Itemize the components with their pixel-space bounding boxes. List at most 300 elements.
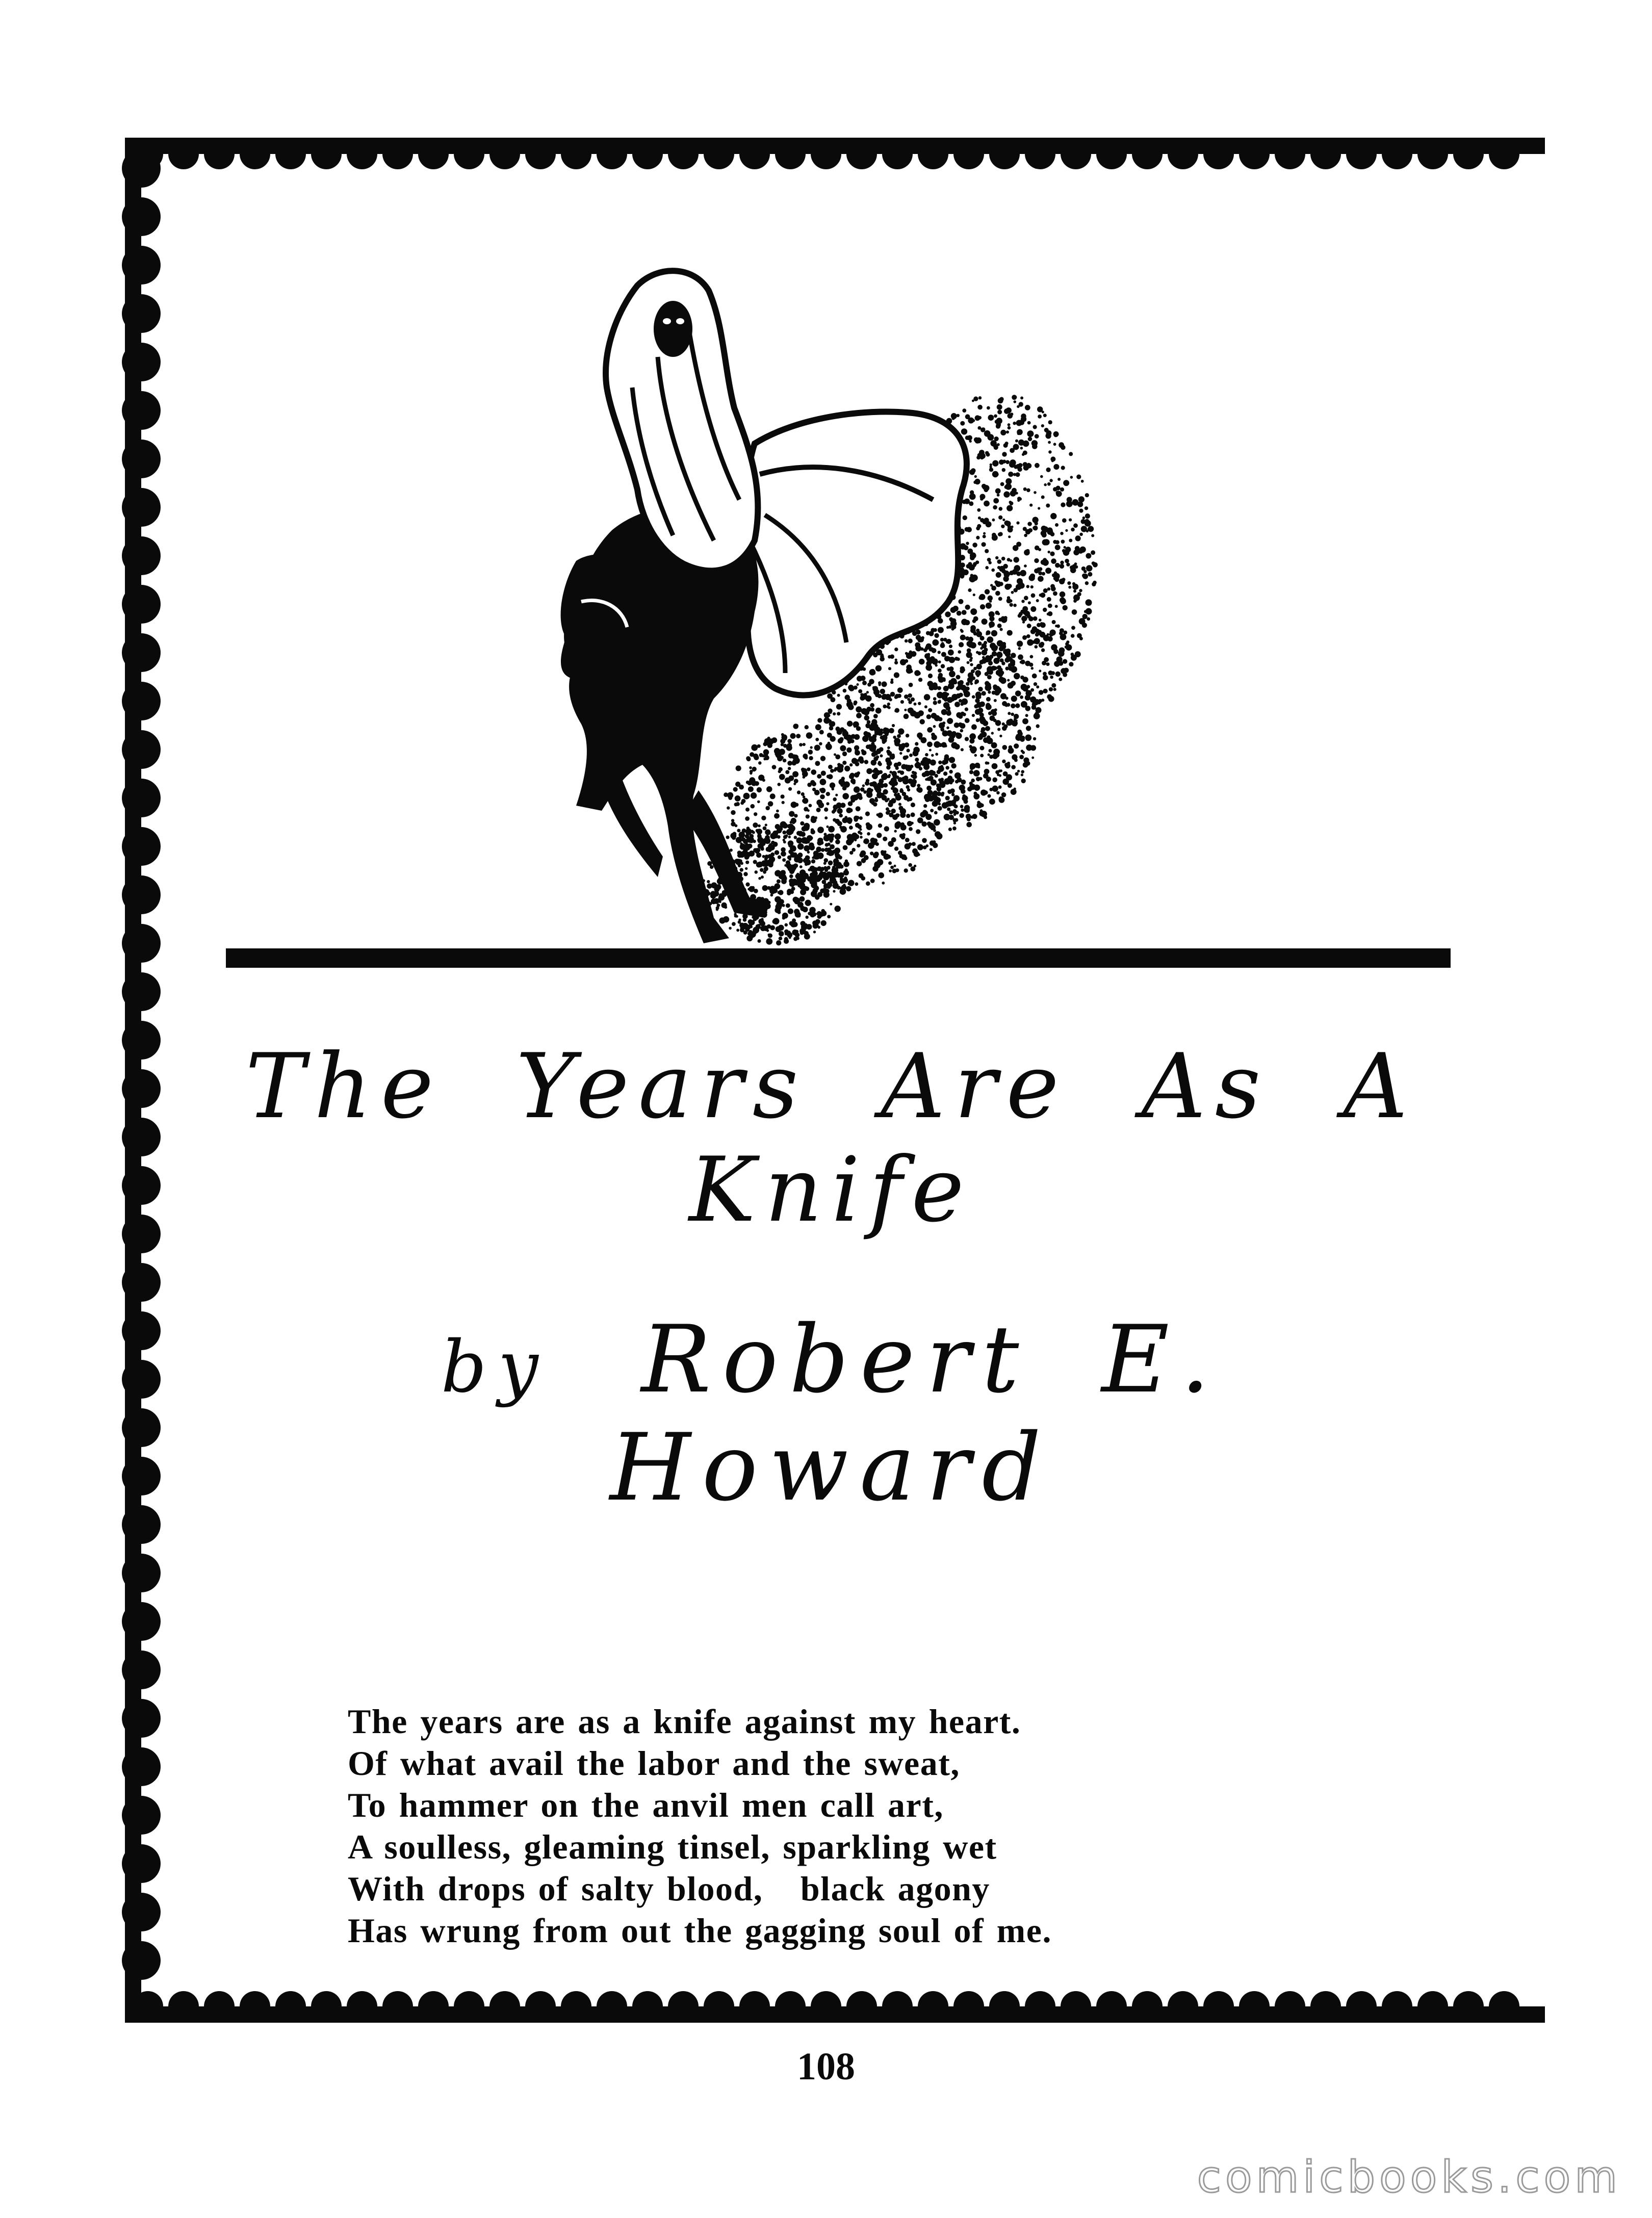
stipple-dot bbox=[743, 793, 750, 799]
stipple-dot bbox=[1027, 624, 1031, 628]
stipple-dot bbox=[731, 819, 734, 822]
stipple-dot bbox=[1051, 683, 1056, 688]
stipple-dot bbox=[1011, 683, 1014, 686]
stipple-dot bbox=[1043, 539, 1049, 545]
stipple-dot bbox=[873, 838, 877, 843]
stipple-dot bbox=[1060, 591, 1066, 598]
stipple-dot bbox=[840, 803, 845, 808]
stipple-dot bbox=[898, 803, 901, 806]
stipple-dot bbox=[960, 805, 964, 808]
stipple-dot bbox=[737, 829, 740, 832]
stipple-dot bbox=[983, 644, 985, 647]
stipple-dot bbox=[961, 780, 966, 785]
stipple-dot bbox=[1014, 557, 1019, 562]
stipple-dot bbox=[1003, 492, 1010, 498]
stipple-dot bbox=[758, 877, 761, 880]
stipple-dot bbox=[888, 655, 891, 659]
stipple-dot bbox=[878, 681, 881, 684]
stipple-dot bbox=[1024, 616, 1027, 620]
stipple-dot bbox=[727, 806, 730, 809]
stipple-dot bbox=[959, 599, 964, 604]
stipple-dot bbox=[794, 779, 798, 783]
stipple-dot bbox=[1024, 564, 1027, 568]
stipple-dot bbox=[906, 667, 913, 674]
stipple-dot bbox=[780, 739, 785, 744]
stipple-dot bbox=[938, 627, 944, 633]
stipple-dot bbox=[805, 725, 809, 729]
stipple-dot bbox=[980, 604, 985, 609]
stipple-dot bbox=[998, 597, 1002, 601]
stipple-dot bbox=[1040, 592, 1045, 598]
stipple-dot bbox=[1091, 534, 1094, 537]
stipple-dot bbox=[1048, 611, 1053, 616]
stipple-dot bbox=[979, 777, 983, 781]
stipple-dot bbox=[1026, 634, 1030, 638]
stipple-dot bbox=[918, 702, 921, 705]
scallop bbox=[122, 1796, 161, 1835]
stipple-dot bbox=[826, 802, 829, 805]
stipple-dot bbox=[810, 780, 815, 785]
stipple-dot bbox=[933, 795, 938, 801]
stipple-dot bbox=[1010, 603, 1013, 607]
stipple-dot bbox=[828, 774, 833, 779]
stipple-dot bbox=[1072, 609, 1077, 615]
stipple-dot bbox=[854, 786, 860, 793]
stipple-dot bbox=[866, 691, 869, 693]
stipple-dot bbox=[1079, 509, 1083, 513]
stipple-dot bbox=[953, 822, 956, 824]
scallop bbox=[989, 139, 1020, 169]
stipple-dot bbox=[846, 817, 853, 823]
stipple-dot bbox=[994, 699, 997, 702]
stipple-dot bbox=[774, 813, 780, 819]
stipple-dot bbox=[1011, 666, 1017, 673]
stipple-dot bbox=[1015, 719, 1018, 722]
scallop bbox=[1417, 1991, 1448, 2022]
stipple-dot bbox=[947, 667, 951, 671]
stipple-dot bbox=[1085, 493, 1089, 497]
stipple-dot bbox=[775, 870, 781, 876]
scallop bbox=[1489, 1991, 1519, 2022]
stipple-dot bbox=[1028, 437, 1032, 442]
stipple-dot bbox=[1085, 506, 1088, 510]
stipple-dot bbox=[905, 755, 909, 759]
stipple-dot bbox=[1013, 604, 1017, 607]
stipple-dot bbox=[824, 858, 829, 863]
stipple-dot bbox=[1020, 676, 1024, 680]
stipple-dot bbox=[839, 814, 843, 818]
stipple-dot bbox=[866, 822, 870, 826]
scallop bbox=[811, 139, 841, 169]
stipple-dot bbox=[1001, 525, 1004, 528]
stipple-dot bbox=[923, 804, 927, 808]
poem-body bbox=[348, 1700, 1418, 1951]
stipple-dot bbox=[1015, 690, 1021, 697]
scallop bbox=[122, 730, 161, 769]
stipple-dot bbox=[934, 791, 938, 795]
stipple-dot bbox=[1047, 636, 1052, 641]
stipple-dot bbox=[1085, 513, 1090, 519]
stipple-dot bbox=[1077, 592, 1081, 596]
stipple-dot bbox=[761, 875, 764, 879]
stipple-dot bbox=[1043, 558, 1047, 562]
stipple-dot bbox=[989, 616, 994, 621]
stipple-dot bbox=[827, 826, 829, 828]
stipple-dot bbox=[911, 812, 915, 817]
scallop bbox=[122, 391, 161, 430]
stipple-dot bbox=[782, 823, 788, 829]
scallop bbox=[1453, 139, 1484, 169]
stipple-dot bbox=[830, 844, 835, 849]
stipple-dot bbox=[847, 883, 850, 886]
stipple-dot bbox=[996, 670, 1002, 676]
stipple-dot bbox=[986, 603, 992, 609]
stipple-dot bbox=[859, 816, 863, 820]
stipple-dot bbox=[976, 536, 979, 539]
stipple-dot bbox=[886, 765, 891, 770]
stipple-dot bbox=[977, 405, 983, 410]
stipple-dot bbox=[765, 862, 769, 866]
stipple-dot bbox=[996, 572, 1001, 578]
stipple-dot bbox=[1037, 700, 1041, 704]
stipple-dot bbox=[997, 624, 1002, 628]
stipple-dot bbox=[908, 797, 912, 801]
stipple-dot bbox=[1092, 582, 1096, 586]
scallop bbox=[597, 1991, 627, 2022]
stipple-dot bbox=[811, 859, 815, 863]
stipple-dot bbox=[1078, 496, 1085, 502]
stipple-dot bbox=[987, 735, 990, 739]
stipple-dot bbox=[883, 705, 887, 709]
stipple-dot bbox=[908, 693, 912, 698]
stipple-dot bbox=[857, 844, 860, 847]
stipple-dot bbox=[1018, 647, 1021, 650]
stipple-dot bbox=[1075, 651, 1081, 657]
stipple-dot bbox=[1037, 568, 1041, 572]
stipple-dot bbox=[1067, 581, 1071, 585]
scallop bbox=[122, 682, 161, 720]
stipple-dot bbox=[1020, 695, 1023, 699]
stipple-dot bbox=[1022, 751, 1025, 754]
author-name: Robert E. Howard bbox=[609, 1305, 1222, 1521]
stipple-dot bbox=[1010, 491, 1016, 497]
stipple-dot bbox=[1058, 650, 1065, 657]
stipple-dot bbox=[1038, 415, 1042, 419]
stipple-dot bbox=[984, 501, 990, 507]
stipple-dot bbox=[1053, 487, 1057, 492]
stipple-dot bbox=[815, 724, 821, 730]
stipple-dot bbox=[779, 774, 785, 780]
stipple-dot bbox=[762, 855, 765, 858]
stipple-dot bbox=[908, 638, 913, 643]
stipple-dot bbox=[790, 733, 796, 739]
stipple-dot bbox=[1019, 497, 1022, 500]
stipple-dot bbox=[815, 895, 820, 900]
stipple-dot bbox=[993, 718, 997, 722]
stipple-dot bbox=[1007, 762, 1010, 765]
stipple-dot bbox=[755, 850, 759, 854]
stipple-dot bbox=[934, 628, 937, 632]
stipple-dot bbox=[1008, 535, 1011, 538]
stipple-dot bbox=[760, 921, 765, 926]
stipple-dot bbox=[925, 778, 927, 781]
stipple-dot bbox=[796, 858, 799, 861]
stipple-dot bbox=[947, 776, 952, 781]
stipple-dot bbox=[926, 786, 932, 791]
stipple-dot bbox=[946, 727, 949, 730]
stipple-dot bbox=[745, 883, 750, 887]
stipple-dot bbox=[845, 694, 850, 700]
stipple-dot bbox=[808, 912, 811, 915]
stipple-dot bbox=[862, 681, 867, 685]
stipple-dot bbox=[985, 655, 990, 660]
stipple-dot bbox=[1052, 620, 1056, 624]
scallop bbox=[122, 149, 161, 188]
stipple-dot bbox=[894, 648, 898, 651]
stipple-dot bbox=[799, 743, 803, 746]
stipple-dot bbox=[888, 861, 892, 865]
stipple-dot bbox=[931, 754, 934, 757]
scallop bbox=[122, 924, 161, 963]
stipple-dot bbox=[889, 869, 892, 872]
stipple-dot bbox=[824, 816, 828, 819]
scallop bbox=[953, 1991, 984, 2022]
stipple-dot bbox=[926, 631, 930, 635]
rider-face bbox=[654, 301, 692, 357]
stipple-dot bbox=[973, 397, 978, 401]
stipple-dot bbox=[882, 694, 887, 700]
scallop bbox=[1382, 1991, 1412, 2022]
stipple-dot bbox=[860, 787, 865, 792]
stipple-dot bbox=[848, 704, 854, 710]
stipple-dot bbox=[1068, 586, 1071, 589]
stipple-dot bbox=[832, 866, 836, 869]
stipple-dot bbox=[1026, 488, 1030, 493]
stipple-dot bbox=[824, 868, 828, 872]
poem-line: The years are as a knife against my heart. bbox=[348, 1702, 1021, 1741]
stipple-dot bbox=[999, 507, 1003, 511]
stipple-dot bbox=[954, 657, 959, 661]
stipple-dot bbox=[928, 770, 934, 776]
stipple-dot bbox=[1071, 626, 1075, 630]
stipple-dot bbox=[1040, 475, 1043, 478]
stipple-dot bbox=[745, 927, 750, 932]
stipple-dot bbox=[1057, 478, 1061, 481]
stipple-dot bbox=[1010, 448, 1015, 453]
stipple-dot bbox=[810, 746, 813, 749]
stipple-dot bbox=[805, 900, 811, 906]
stipple-dot bbox=[962, 794, 966, 798]
stipple-dot bbox=[908, 708, 912, 712]
stipple-dot bbox=[789, 936, 791, 939]
stipple-dot bbox=[899, 854, 904, 858]
stipple-dot bbox=[938, 787, 941, 791]
stipple-dot bbox=[804, 923, 808, 927]
stipple-dot bbox=[1060, 561, 1064, 564]
stipple-dot bbox=[866, 882, 870, 886]
stipple-dot bbox=[917, 784, 920, 787]
stipple-dot bbox=[755, 745, 758, 748]
stipple-dot bbox=[904, 776, 909, 781]
stipple-dot bbox=[855, 823, 860, 828]
stipple-dot bbox=[1017, 640, 1023, 647]
stipple-dot bbox=[972, 670, 975, 673]
scallop bbox=[1096, 1991, 1127, 2022]
stipple-dot bbox=[817, 866, 822, 871]
stipple-dot bbox=[947, 710, 951, 713]
scallop bbox=[122, 1021, 161, 1060]
stipple-dot bbox=[835, 834, 841, 840]
stipple-dot bbox=[787, 743, 792, 748]
stipple-dot bbox=[1016, 541, 1021, 547]
stipple-dot bbox=[770, 853, 775, 857]
stipple-dot bbox=[1043, 414, 1047, 417]
stipple-dot bbox=[821, 770, 826, 776]
stipple-dot bbox=[959, 642, 964, 647]
stipple-dot bbox=[965, 737, 969, 741]
stipple-dot bbox=[1055, 625, 1057, 627]
scallop bbox=[122, 779, 161, 817]
scallop bbox=[122, 1554, 161, 1592]
stipple-dot bbox=[980, 518, 985, 523]
stipple-dot bbox=[739, 785, 744, 790]
stipple-dot bbox=[776, 810, 779, 813]
stipple-dot bbox=[847, 721, 853, 727]
stipple-dot bbox=[922, 838, 927, 843]
stipple-dot bbox=[717, 904, 720, 907]
stipple-dot bbox=[745, 808, 750, 812]
stipple-dot bbox=[873, 853, 879, 858]
stipple-dot bbox=[989, 561, 992, 564]
stipple-dot bbox=[999, 797, 1005, 803]
stipple-dot bbox=[1037, 630, 1042, 635]
stipple-dot bbox=[1060, 628, 1064, 633]
stipple-dot bbox=[740, 868, 743, 871]
scallop bbox=[122, 585, 161, 624]
stipple-dot bbox=[974, 437, 979, 443]
stipple-dot bbox=[966, 542, 969, 545]
stipple-dot bbox=[916, 829, 920, 834]
stipple-dot bbox=[997, 773, 1000, 777]
scallop bbox=[122, 972, 161, 1011]
stipple-dot bbox=[992, 763, 998, 769]
stipple-dot bbox=[999, 735, 1002, 737]
scallop bbox=[122, 440, 161, 478]
stipple-dot bbox=[905, 639, 908, 643]
stipple-dot bbox=[851, 734, 856, 739]
stipple-dot bbox=[965, 605, 970, 610]
stipple-dot bbox=[1011, 720, 1014, 723]
scallop bbox=[1025, 139, 1055, 169]
stipple-dot bbox=[1053, 688, 1056, 691]
stipple-dot bbox=[811, 769, 817, 775]
stipple-dot bbox=[881, 653, 884, 656]
stipple-dot bbox=[952, 827, 957, 831]
stipple-dot bbox=[973, 594, 975, 596]
stipple-dot bbox=[1043, 532, 1046, 536]
stipple-dot bbox=[849, 826, 853, 830]
scallop bbox=[122, 1069, 161, 1108]
scallop bbox=[1275, 1991, 1305, 2022]
stipple-dot bbox=[735, 795, 741, 802]
stipple-dot bbox=[925, 753, 928, 757]
stipple-dot bbox=[827, 866, 830, 869]
stipple-dot bbox=[1013, 422, 1016, 425]
stipple-dot bbox=[1044, 657, 1049, 662]
stipple-dot bbox=[937, 770, 941, 774]
stipple-dot bbox=[716, 908, 718, 911]
stipple-dot bbox=[1025, 695, 1030, 701]
stipple-dot bbox=[992, 778, 997, 783]
stipple-dot bbox=[966, 822, 972, 828]
stipple-dot bbox=[978, 596, 983, 600]
stipple-dot bbox=[1017, 770, 1020, 772]
stipple-dot bbox=[959, 680, 964, 685]
stipple-dot bbox=[1083, 570, 1087, 574]
stipple-dot bbox=[785, 770, 789, 774]
scallop bbox=[122, 1941, 161, 1980]
stipple-dot bbox=[1038, 576, 1044, 582]
stipple-dot bbox=[867, 832, 870, 836]
stipple-dot bbox=[849, 851, 853, 855]
stipple-dot bbox=[965, 620, 970, 626]
stipple-dot bbox=[877, 813, 883, 818]
stipple-dot bbox=[1030, 697, 1036, 703]
stipple-dot bbox=[985, 451, 989, 455]
stipple-dot bbox=[1088, 572, 1092, 577]
stipple-dot bbox=[1006, 430, 1009, 433]
stipple-dot bbox=[956, 732, 960, 736]
stipple-dot bbox=[853, 721, 859, 728]
stipple-dot bbox=[1071, 634, 1075, 638]
stipple-dot bbox=[1004, 584, 1011, 590]
stipple-dot bbox=[860, 828, 862, 831]
stipple-dot bbox=[1033, 737, 1036, 740]
stipple-dot bbox=[995, 611, 999, 615]
stipple-dot bbox=[865, 811, 870, 816]
stipple-dot bbox=[801, 878, 806, 883]
stipple-dot bbox=[806, 916, 809, 919]
stipple-dot bbox=[820, 779, 827, 785]
stipple-dot bbox=[892, 724, 895, 727]
stipple-dot bbox=[938, 806, 942, 811]
stipple-dot bbox=[950, 607, 957, 613]
stipple-dot bbox=[1034, 491, 1037, 494]
stipple-dot bbox=[1008, 712, 1011, 715]
stipple-dot bbox=[977, 766, 980, 768]
stipple-dot bbox=[924, 705, 927, 708]
stipple-dot bbox=[770, 793, 776, 799]
stipple-dot bbox=[844, 766, 850, 771]
stipple-dot bbox=[1044, 483, 1047, 486]
stipple-dot bbox=[1055, 605, 1058, 608]
stipple-dot bbox=[976, 718, 980, 723]
stipple-dot bbox=[933, 697, 937, 701]
stipple-dot bbox=[821, 909, 825, 913]
stipple-dot bbox=[952, 417, 955, 420]
stipple-dot bbox=[927, 815, 931, 819]
scallop bbox=[775, 139, 806, 169]
stipple-dot bbox=[898, 728, 904, 734]
stipple-dot bbox=[833, 712, 836, 715]
stipple-dot bbox=[724, 792, 728, 797]
stipple-dot bbox=[979, 716, 985, 723]
stipple-dot bbox=[813, 931, 816, 933]
stipple-dot bbox=[959, 693, 963, 698]
stipple-dot bbox=[1062, 578, 1065, 581]
stipple-dot bbox=[1060, 487, 1064, 492]
rider-eye bbox=[676, 318, 684, 324]
